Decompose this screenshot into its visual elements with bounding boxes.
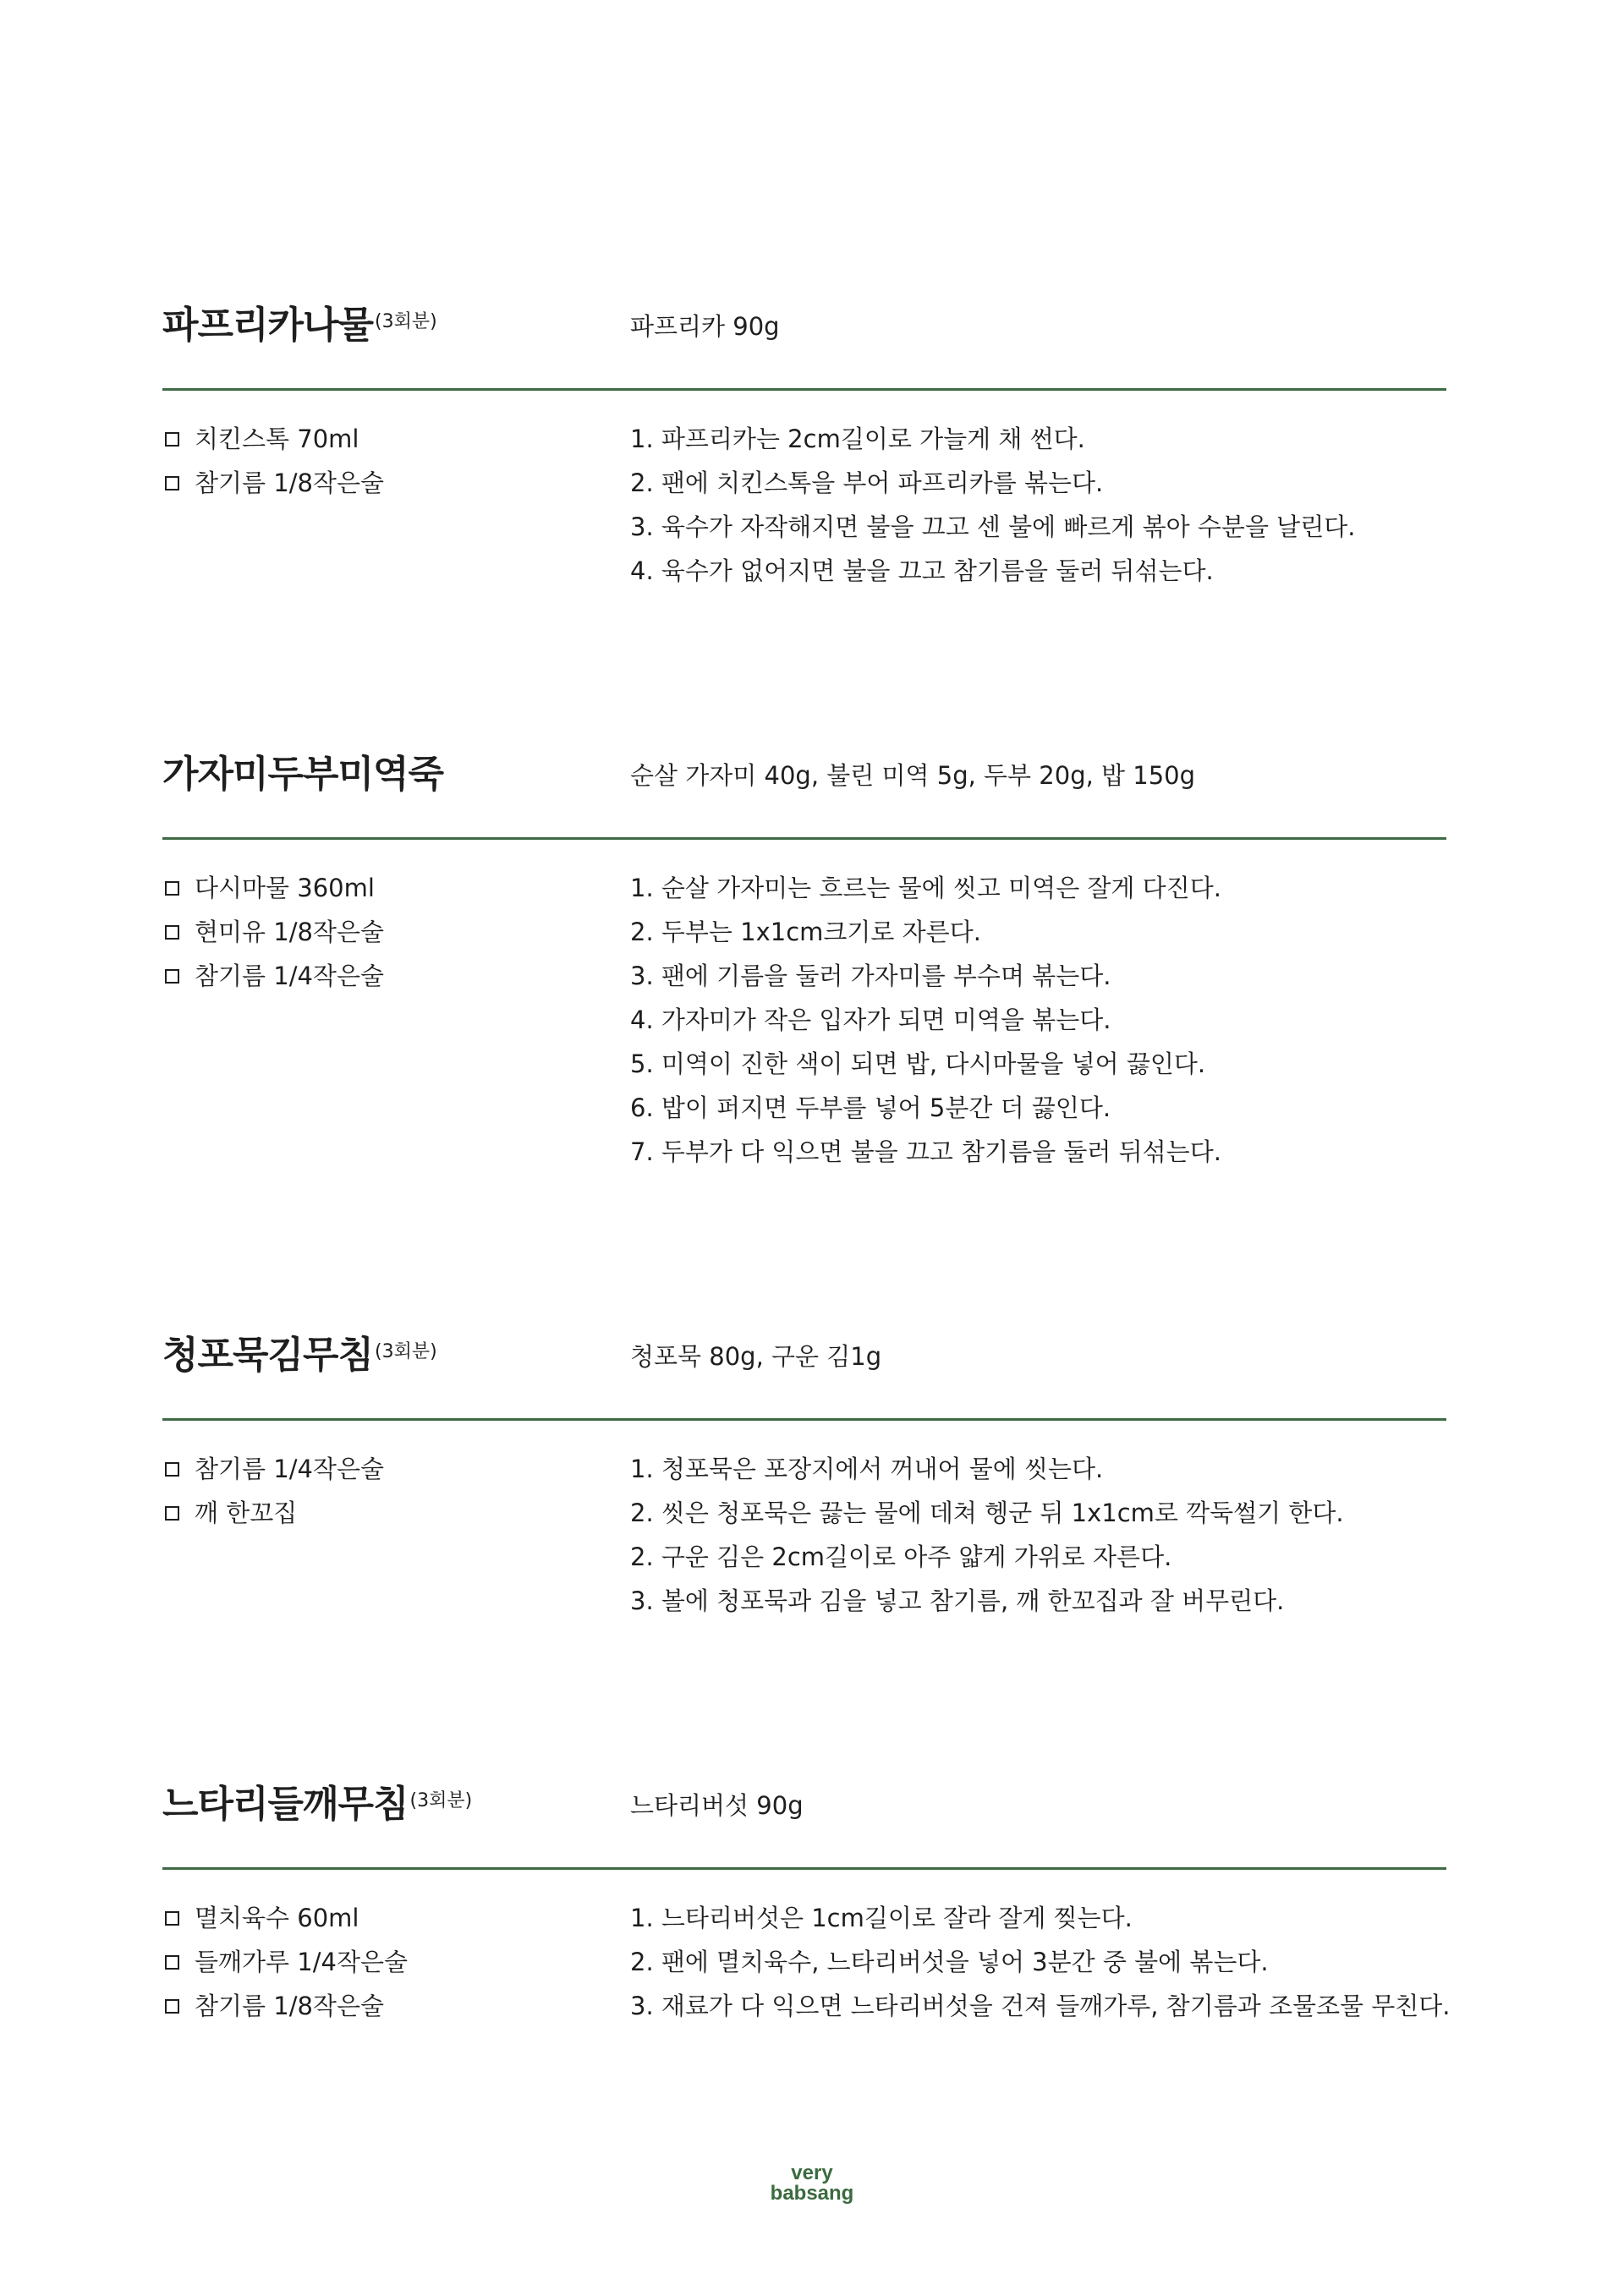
step-item: 1. 순살 가자미는 흐르는 물에 씻고 미역은 잘게 다진다. — [630, 874, 1221, 902]
sub-ingredient-text: 참기름 1/4작은술 — [195, 1455, 384, 1483]
recipe-title — [162, 1330, 437, 1381]
sub-ingredient-text: 들깨가루 1/4작은술 — [195, 1948, 408, 1976]
section-divider — [162, 837, 1446, 840]
step-item: 2. 두부는 1x1cm크기로 자른다. — [630, 918, 981, 946]
step-item: 2. 씻은 청포묵은 끓는 물에 데쳐 헹군 뒤 1x1cm로 깍둑썰기 한다. — [630, 1499, 1344, 1527]
main-ingredients: 파프리카 90g — [630, 312, 780, 341]
step-item: 1. 청포묵은 포장지에서 꺼내어 물에 씻는다. — [630, 1455, 1104, 1483]
sub-ingredients-list — [165, 417, 384, 505]
checkbox-icon — [165, 1955, 179, 1970]
steps-list — [630, 1447, 1344, 1623]
sub-ingredient-item — [165, 1940, 408, 1984]
recipe-title-text: 느타리들깨무침 — [162, 1783, 409, 1826]
sub-ingredient-item — [165, 1896, 408, 1940]
checkbox-icon — [165, 1999, 179, 2014]
sub-ingredient-text: 참기름 1/4작은술 — [195, 962, 384, 990]
sub-ingredient-item — [165, 417, 384, 461]
sub-ingredients-list — [165, 1896, 408, 2028]
sub-ingredient-text: 다시마물 360ml — [195, 874, 375, 902]
step-item: 4. 육수가 없어지면 불을 끄고 참기름을 둘러 뒤섞는다. — [630, 556, 1214, 585]
step-item: 5. 미역이 진한 색이 되면 밥, 다시마물을 넣어 끓인다. — [630, 1049, 1206, 1078]
sub-ingredient-item — [165, 910, 384, 954]
section-divider — [162, 388, 1446, 391]
sub-ingredient-text: 참기름 1/8작은술 — [195, 1992, 384, 2020]
step-item: 3. 육수가 자작해지면 불을 끄고 센 불에 빠르게 볶아 수분을 날린다. — [630, 512, 1356, 541]
servings-label: (3회분) — [375, 311, 437, 332]
main-ingredients: 청포묵 80g, 구운 김1g — [630, 1342, 882, 1371]
step-item: 4. 가자미가 작은 입자가 되면 미역을 볶는다. — [630, 1006, 1111, 1034]
step-item: 6. 밥이 퍼지면 두부를 넣어 5분간 더 끓인다. — [630, 1093, 1111, 1122]
sub-ingredient-item — [165, 1491, 384, 1535]
checkbox-icon — [165, 1911, 179, 1926]
step-item: 1. 파프리카는 2cm길이로 가늘게 채 썬다. — [630, 425, 1085, 453]
section-divider — [162, 1418, 1446, 1421]
sub-ingredients-list — [165, 1447, 384, 1535]
sub-ingredients-list — [165, 866, 384, 998]
step-item: 3. 재료가 다 익으면 느타리버섯을 건져 들깨가루, 참기름과 조물조물 무친다. — [630, 1992, 1451, 2020]
checkbox-icon — [165, 1462, 179, 1477]
sub-ingredient-text: 치킨스톡 70ml — [195, 425, 359, 453]
sub-ingredient-text: 참기름 1/8작은술 — [195, 469, 384, 497]
checkbox-icon — [165, 881, 179, 896]
recipe-title — [162, 1779, 472, 1830]
sub-ingredient-text: 멸치육수 60ml — [195, 1904, 359, 1932]
recipe-title — [162, 300, 437, 351]
sub-ingredient-item — [165, 1984, 408, 2028]
step-item: 2. 팬에 멸치육수, 느타리버섯을 넣어 3분간 중 불에 볶는다. — [630, 1948, 1269, 1976]
main-ingredients: 순살 가자미 40g, 불린 미역 5g, 두부 20g, 밥 150g — [630, 761, 1196, 790]
steps-list — [630, 1896, 1451, 2028]
servings-label: (3회분) — [375, 1341, 437, 1362]
recipe-title-text: 가자미두부미역죽 — [162, 753, 444, 796]
servings-label: (3회분) — [409, 1790, 473, 1811]
recipe-title-text: 청포묵김무침 — [162, 1334, 374, 1377]
sub-ingredient-item — [165, 461, 384, 505]
checkbox-icon — [165, 969, 179, 984]
step-item: 2. 구운 김은 2cm길이로 아주 얇게 가위로 자른다. — [630, 1543, 1172, 1571]
checkbox-icon — [165, 432, 179, 447]
sub-ingredient-item — [165, 866, 384, 910]
brand-logo-line2: babsang — [770, 2182, 854, 2205]
checkbox-icon — [165, 1506, 179, 1521]
step-item: 1. 느타리버섯은 1cm길이로 잘라 잘게 찢는다. — [630, 1904, 1133, 1932]
checkbox-icon — [165, 476, 179, 490]
checkbox-icon — [165, 925, 179, 940]
step-item: 3. 팬에 기름을 둘러 가자미를 부수며 볶는다. — [630, 962, 1111, 990]
brand-logo-line1: very — [791, 2162, 833, 2184]
sub-ingredient-text: 현미유 1/8작은술 — [195, 918, 384, 946]
brand-logo — [0, 2163, 1624, 2204]
steps-list — [630, 866, 1221, 1174]
recipe-title-text: 파프리카나물 — [162, 304, 374, 347]
step-item: 2. 팬에 치킨스톡을 부어 파프리카를 볶는다. — [630, 469, 1104, 497]
step-item: 3. 볼에 청포묵과 김을 넣고 참기름, 깨 한꼬집과 잘 버무린다. — [630, 1586, 1285, 1615]
step-item: 7. 두부가 다 익으면 불을 끄고 참기름을 둘러 뒤섞는다. — [630, 1137, 1221, 1166]
recipe-title — [162, 749, 443, 800]
sub-ingredient-item — [165, 1447, 384, 1491]
main-ingredients: 느타리버섯 90g — [630, 1791, 804, 1820]
sub-ingredient-text: 깨 한꼬집 — [195, 1499, 298, 1527]
sub-ingredient-item — [165, 954, 384, 998]
section-divider — [162, 1867, 1446, 1870]
steps-list — [630, 417, 1355, 593]
